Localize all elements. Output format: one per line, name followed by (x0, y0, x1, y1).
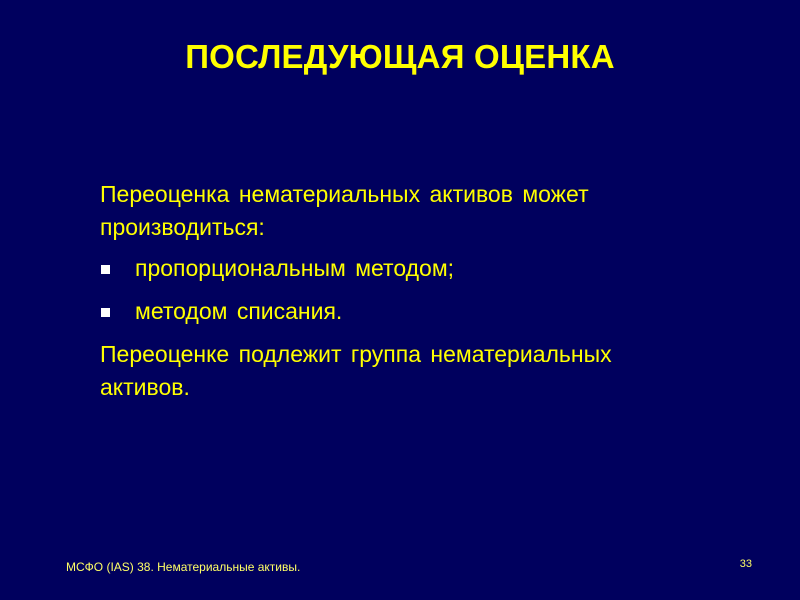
conclusion-paragraph: Переоценке подлежит группа нематериальных активов. (100, 341, 612, 400)
bullet-list (100, 252, 700, 328)
bullet-item (100, 295, 700, 328)
square-bullet-icon (101, 265, 110, 274)
bullet-item (100, 252, 700, 285)
footer-text: МСФО (IAS) 38. Нематериальные активы. (66, 560, 301, 574)
bullet-text: методом списания. (135, 298, 343, 324)
slide-title: ПОСЛЕДУЮЩАЯ ОЦЕНКА (185, 38, 615, 75)
square-bullet-icon (101, 308, 110, 317)
page-number: 33 (739, 558, 752, 570)
bullet-text: пропорциональным методом; (135, 255, 455, 281)
intro-paragraph: Переоценка нематериальных активов может производиться: (100, 181, 589, 240)
slide-body (100, 178, 700, 412)
